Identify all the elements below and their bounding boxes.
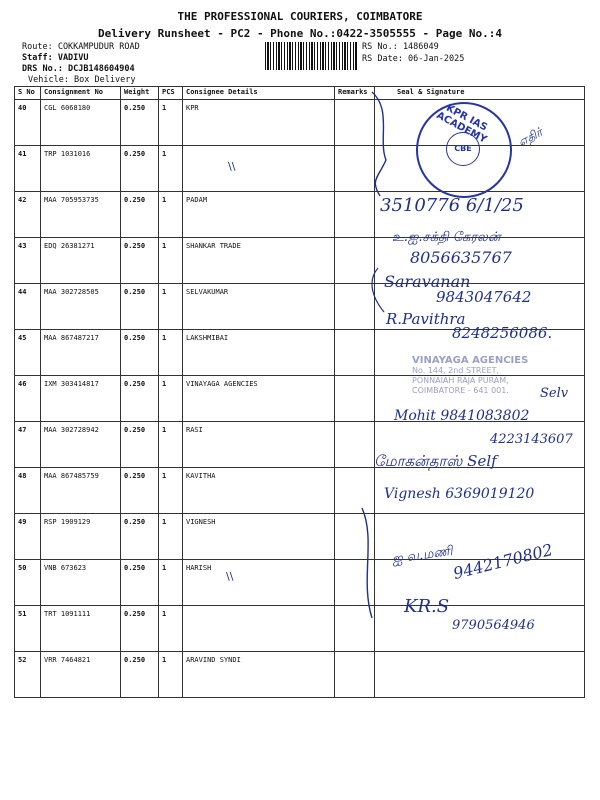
consignment-cell: EDQ 26381271	[41, 238, 121, 284]
sno-cell: 52	[15, 652, 41, 698]
sno-cell: 51	[15, 606, 41, 652]
col-header-weight: Weight	[121, 87, 159, 100]
consignment-cell: MAA 302728505	[41, 284, 121, 330]
vinayaga-stamp-line2: PONNAIAH RAJA PURAM,	[412, 376, 509, 385]
consignee-cell: SELVAKUMAR	[183, 284, 335, 330]
signature-row-48: மோகன்தாஸ் Self	[374, 452, 497, 470]
kpr-academy-stamp	[416, 102, 512, 198]
consignment-cell: RSP 1909129	[41, 514, 121, 560]
route-label: Route: COKKAMPUDUR ROAD	[22, 42, 140, 52]
weight-cell: 0.250	[121, 192, 159, 238]
col-header-pcs: PCS	[159, 87, 183, 100]
pcs-cell: 1	[159, 192, 183, 238]
tick-mark-row-52: \\	[226, 570, 234, 583]
sno-cell: 46	[15, 376, 41, 422]
pcs-cell: 1	[159, 606, 183, 652]
sno-cell: 50	[15, 560, 41, 606]
consignee-cell: HARISH	[183, 560, 335, 606]
pcs-cell: 1	[159, 468, 183, 514]
col-header-remarks: Remarks	[335, 87, 375, 100]
consignment-cell: MAA 705953735	[41, 192, 121, 238]
sno-cell: 48	[15, 468, 41, 514]
sno-cell: 44	[15, 284, 41, 330]
sno-cell: 42	[15, 192, 41, 238]
sno-cell: 40	[15, 100, 41, 146]
weight-cell: 0.250	[121, 238, 159, 284]
signature-row-45-name: R.Pavithra	[386, 310, 466, 328]
signature-row-49: Vignesh 6369019120	[384, 486, 535, 502]
signature-row-47: Mohit 9841083802	[394, 408, 530, 424]
signature-row-51-name: ஐ வ.மணி	[391, 543, 454, 568]
weight-cell: 0.250	[121, 560, 159, 606]
consignee-cell: SHANKAR TRADE	[183, 238, 335, 284]
col-header-sno: S No	[15, 87, 41, 100]
vehicle-label: Vehicle: Box Delivery	[28, 75, 136, 85]
vinayaga-stamp-name: VINAYAGA AGENCIES	[412, 355, 529, 366]
signature-row-46: Selv	[540, 386, 569, 401]
pcs-cell: 1	[159, 422, 183, 468]
signature-row-51-number: 9442170802	[451, 539, 555, 584]
signature-row-48-number: 4223143607	[490, 432, 573, 447]
consignee-cell: KPR	[183, 100, 335, 146]
consignment-cell: TRP 1031016	[41, 146, 121, 192]
vinayaga-stamp-line1: No. 144, 2nd STREET,	[412, 366, 500, 375]
consignment-cell: VNB 673623	[41, 560, 121, 606]
signature-row-42: 3510776 6/1/25	[380, 195, 524, 216]
weight-cell: 0.250	[121, 422, 159, 468]
weight-cell: 0.250	[121, 468, 159, 514]
weight-cell: 0.250	[121, 284, 159, 330]
weight-cell: 0.250	[121, 146, 159, 192]
stamp-center-text: CBE	[446, 132, 480, 166]
consignment-cell: MAA 867485759	[41, 468, 121, 514]
rs-date: RS Date: 06-Jan-2025	[362, 54, 465, 64]
consignee-cell: VIGNESH	[183, 514, 335, 560]
consignment-cell: CGL 6068180	[41, 100, 121, 146]
col-header-seal: Seal & Signature	[375, 87, 585, 100]
weight-cell: 0.250	[121, 330, 159, 376]
consignment-cell: MAA 867487217	[41, 330, 121, 376]
pcs-cell: 1	[159, 376, 183, 422]
consignment-cell: MAA 302728942	[41, 422, 121, 468]
weight-cell: 0.250	[121, 514, 159, 560]
signature-row-43-name: உ.ஐ.சக்தி கேரலன்	[392, 230, 501, 245]
pcs-cell: 1	[159, 652, 183, 698]
col-header-consignment: Consignment No	[41, 87, 121, 100]
pcs-cell: 1	[159, 560, 183, 606]
weight-cell: 0.250	[121, 606, 159, 652]
rs-number: RS No.: 1486049	[362, 42, 439, 52]
consignee-cell: LAKSHMIBAI	[183, 330, 335, 376]
consignee-cell: PADAM	[183, 192, 335, 238]
consignment-cell: IXM 303414817	[41, 376, 121, 422]
consignee-cell: RASI	[183, 422, 335, 468]
weight-cell: 0.250	[121, 100, 159, 146]
consignee-cell: KAVITHA	[183, 468, 335, 514]
pcs-cell: 1	[159, 146, 183, 192]
signature-row-52-number: 9790564946	[452, 618, 535, 633]
pcs-cell: 1	[159, 514, 183, 560]
consignee-cell: ARAVIND SYNDI	[183, 652, 335, 698]
staff-label: Staff: VADIVU	[22, 53, 89, 63]
consignee-cell: VINAYAGA AGENCIES	[183, 376, 335, 422]
consignment-cell: TRT 1091111	[41, 606, 121, 652]
sno-cell: 41	[15, 146, 41, 192]
signature-row-40: எதிர்	[515, 124, 545, 150]
weight-cell: 0.250	[121, 652, 159, 698]
pcs-cell: 1	[159, 238, 183, 284]
signature-row-52: KR.S	[404, 596, 450, 617]
stamp-ring-text: KPR IAS ACADEMY	[434, 102, 489, 146]
sno-cell: 47	[15, 422, 41, 468]
signature-row-44-number: 9843047642	[436, 288, 532, 306]
sno-cell: 45	[15, 330, 41, 376]
pcs-cell: 1	[159, 100, 183, 146]
signature-row-44-name: Saravanan	[384, 272, 471, 291]
vinayaga-stamp-line3: COIMBATORE - 641 001.	[412, 386, 509, 395]
signature-row-43-number: 8056635767	[410, 248, 512, 267]
col-header-consignee: Consignee Details	[183, 87, 335, 100]
sno-cell: 49	[15, 514, 41, 560]
pcs-cell: 1	[159, 330, 183, 376]
consignment-cell: VRR 7464821	[41, 652, 121, 698]
signature-row-45-number: 8248256086.	[452, 324, 553, 342]
sno-cell: 43	[15, 238, 41, 284]
tick-mark-row-41: \\	[228, 160, 236, 173]
runsheet-subtitle: Delivery Runsheet - PC2 - Phone No.:0422-3505555 - Page No.:4	[98, 27, 502, 40]
weight-cell: 0.250	[121, 376, 159, 422]
pcs-cell: 1	[159, 284, 183, 330]
drs-number: DRS No.: DCJB148604904	[22, 64, 135, 74]
company-title: THE PROFESSIONAL COURIERS, COIMBATORE	[177, 10, 423, 23]
